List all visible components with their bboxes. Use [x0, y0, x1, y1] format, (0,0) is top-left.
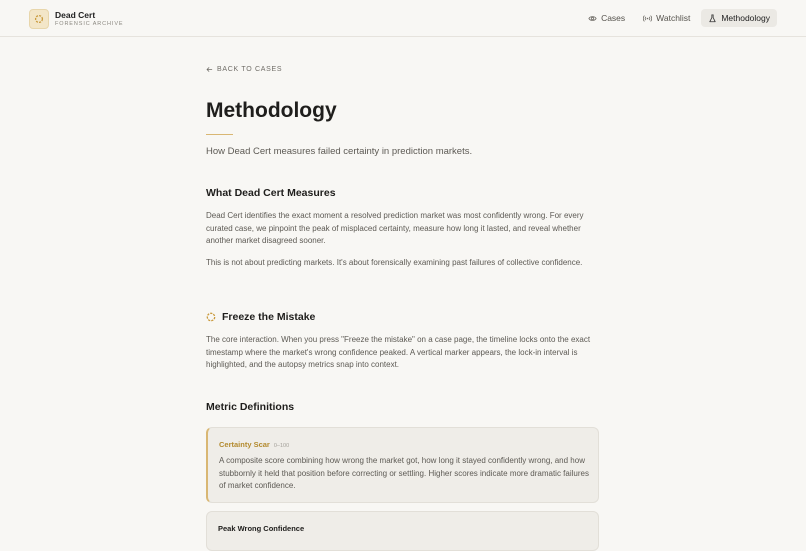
metric-card-peak-wrong-confidence: [206, 511, 599, 551]
top-header: [0, 0, 806, 37]
title-accent-rule: [206, 134, 233, 135]
nav-cases[interactable]: [581, 9, 632, 27]
brand[interactable]: [29, 9, 124, 29]
metric-card-title: Certainty Scar: [219, 440, 270, 449]
brand-subtitle: FORENSIC ARCHIVE: [55, 20, 124, 27]
eye-icon: [588, 14, 597, 23]
back-link-label: BACK TO CASES: [217, 66, 283, 73]
nav-cases-label: Cases: [601, 13, 626, 23]
freeze-heading-row: [206, 311, 315, 323]
metric-card-body: A composite score combining how wrong the market got, how long it stayed confidently wrong, and how stubbornly it held that position before correcting or settling. Higher scores indicate more dramatic failures of market confidence.: [219, 456, 589, 491]
page-title: Methodology: [206, 99, 337, 122]
main-nav: [581, 9, 777, 27]
measures-paragraph-1: Dead Cert identifies the exact moment a resolved prediction market was most confidently wrong. For every curated case, we pinpoint the peak of misplaced certainty, measure how long it lasted, and reveal whether another market disagreed sooner.: [206, 211, 584, 246]
section-heading-metrics: Metric Definitions: [206, 401, 295, 413]
nav-watchlist-label: Watchlist: [656, 13, 691, 23]
freeze-target-icon: [206, 312, 216, 322]
nav-watchlist[interactable]: [636, 9, 697, 27]
dead-cert-logo-icon: [29, 9, 49, 29]
metric-card-certainty-scar: [206, 427, 599, 503]
page-subtitle: How Dead Cert measures failed certainty in prediction markets.: [206, 146, 473, 157]
section-heading-freeze: Freeze the Mistake: [222, 311, 316, 323]
metric-card-title: Peak Wrong Confidence: [218, 524, 305, 533]
freeze-paragraph: The core interaction. When you press "Freeze the mistake" on a case page, the timeline locks onto the exact timestamp where the market's wrong confidence peaked. A vertical marker appears, the lock-in interval is highlighted, and the autopsy metrics snap into context.: [206, 335, 591, 370]
flask-icon: [708, 14, 717, 23]
measures-paragraph-2: This is not about predicting markets. It's about forensically examining past failures of collective confidence.: [206, 258, 583, 267]
brand-name: Dead Cert: [55, 10, 96, 20]
arrow-left-icon: [206, 66, 213, 73]
radio-signal-icon: [643, 14, 652, 23]
section-heading-measures: What Dead Cert Measures: [206, 187, 336, 199]
nav-methodology-label: Methodology: [721, 13, 770, 23]
nav-methodology[interactable]: [701, 9, 777, 27]
metric-card-range: 0–100: [273, 443, 290, 449]
back-to-cases-link[interactable]: [206, 66, 282, 73]
